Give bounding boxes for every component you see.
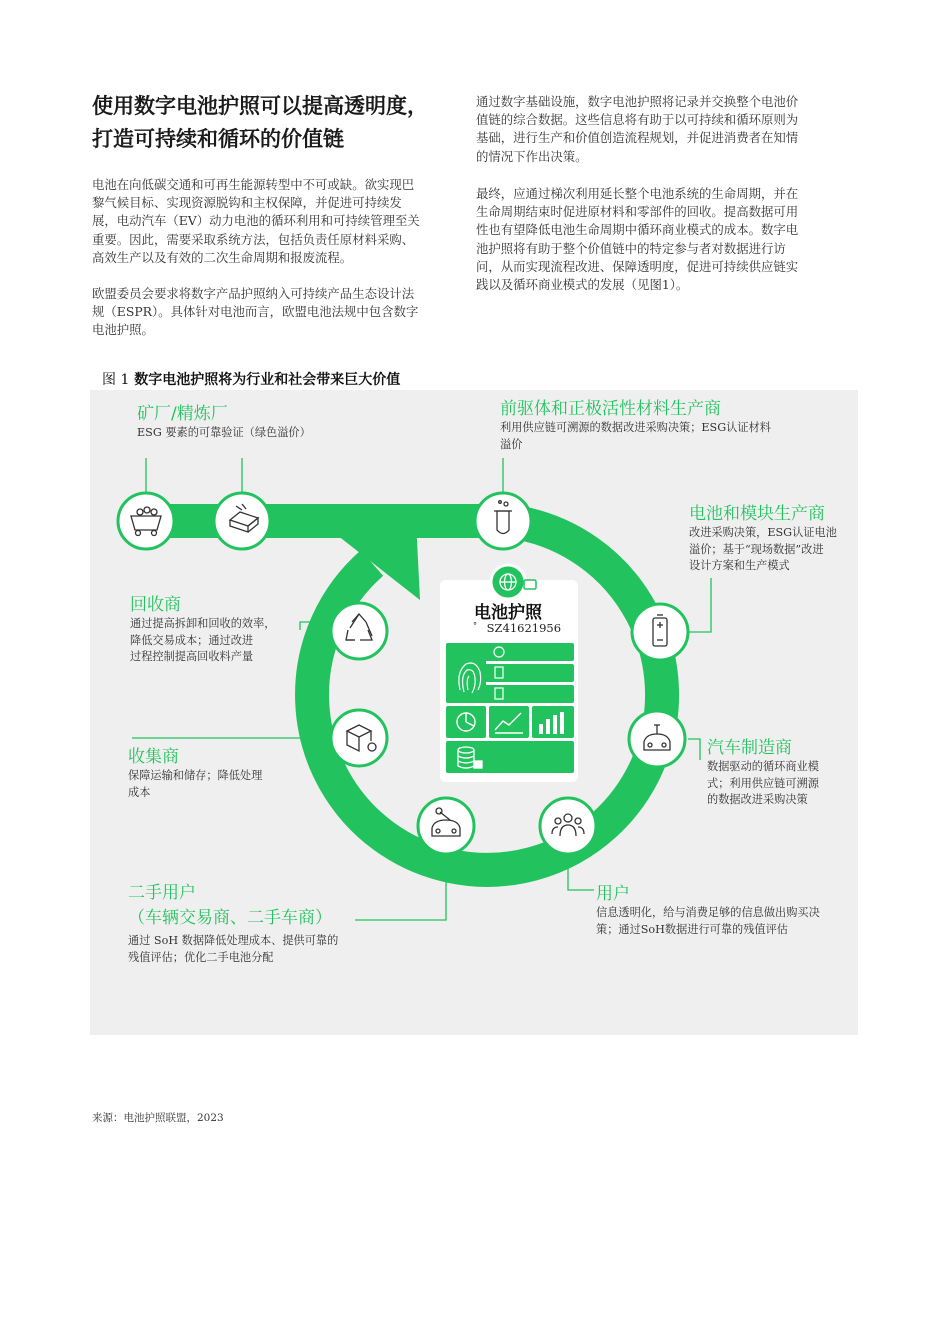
text-line: 池护照将有助于整个价值链中的特定参与者对数据进行访 [476, 240, 786, 256]
text-line: 高效生产以及有效的二次生命周期和报废流程。 [92, 249, 353, 265]
figure-label: 图 1 [102, 372, 130, 388]
stakeholder-name: 矿厂/精炼厂 [137, 404, 228, 424]
node-recycler [331, 603, 387, 659]
node-refinery [214, 493, 270, 549]
text-line: 值链的综合数据。这些信息将有助于以可持续和循环原则为 [476, 112, 799, 128]
text-line: 的情况下作出决策。 [476, 148, 588, 164]
node-user [540, 798, 596, 854]
figure-source: 来源：电池护照联盟，2023 [92, 1112, 224, 1124]
node-automaker [629, 711, 685, 767]
stakeholder-desc: ESG 要素的可靠验证（绿色溢价） [137, 426, 311, 439]
stakeholder-desc: 数据驱动的循环商业模 [707, 760, 819, 773]
stakeholder-desc: 过程控制提高回收料产量 [130, 650, 254, 663]
passport-id-prefix: ° [473, 621, 477, 630]
stakeholder-desc: 式；利用供应链可溯源 [707, 776, 819, 790]
stakeholder-secondhand [128, 882, 338, 966]
stakeholder-name: 收集商 [128, 747, 179, 767]
stakeholder-name: 回收商 [130, 595, 181, 615]
text-line: 电池护照。 [92, 322, 154, 338]
text-line: 电池在向低碳交通和可再生能源转型中不可或缺。欲实现巴 [92, 177, 415, 192]
node-mine [118, 493, 174, 549]
text-line: 通过数字基础设施，数字电池护照将记录并交换整个电池价 [476, 94, 799, 109]
node-precursor [475, 493, 531, 549]
stakeholder-desc: 残值评估；优化二手电池分配 [128, 950, 274, 964]
figure-title-text: 数字电池护照将为行业和社会带来巨大价值 [134, 372, 401, 388]
connector-automaker [688, 739, 700, 760]
stakeholder-desc: 保障运输和储存；降低处理 [128, 769, 263, 782]
stakeholder-automaker [707, 737, 819, 809]
stakeholder-desc: 利用供应链可溯源的数据改进采购决策；ESG认证材料 [500, 421, 771, 434]
stakeholder-name: 用户 [596, 884, 630, 904]
text-line: 性也有望降低电池生命周期中循环商业模式的成本。数字电 [476, 222, 799, 238]
text-line: 欧盟委员会要求将数字产品护照纳入可持续产品生态设计法 [92, 286, 415, 301]
connector-battery [689, 578, 711, 632]
stakeholder-user [596, 883, 820, 938]
passport-title: 电池护照 [474, 603, 542, 623]
passport-id-value: SZ41621956 [486, 621, 562, 635]
stakeholder-mine [137, 403, 311, 442]
stakeholder-name: 电池和模块生产商 [689, 504, 825, 524]
stakeholder-desc: 通过 SoH 数据降低处理成本、提供可靠的 [128, 934, 339, 947]
stakeholder-battery [689, 503, 837, 575]
text-line: 生命周期结束时促进原材料和零部件的回收。提高数据可用 [476, 204, 799, 220]
stakeholder-desc: 降低交易成本；通过改进 [130, 633, 254, 647]
stakeholder-desc: 信息透明化，给与消费足够的信息做出购买决 [596, 906, 820, 919]
supply-chain-band [124, 504, 504, 538]
text-line: 基础，进行生产和价值创造流程规划，并促进消费者在知情 [476, 130, 799, 146]
stakeholder-name-sub: （车辆交易商、二手车商） [128, 908, 332, 928]
battery-charge-icon [524, 580, 536, 589]
stakeholder-name: 二手用户 [128, 883, 196, 903]
text-line: 规（ESPR）。具体针对电池而言，欧盟电池法规中包含数字 [92, 304, 419, 320]
text-line: 问，从而实现流程改进、保障透明度，促进可持续供应链实 [476, 258, 799, 274]
passport-id [473, 621, 561, 635]
stakeholder-desc: 策；通过SoH数据进行可靠的残值评估 [596, 922, 788, 936]
stakeholder-desc: 成本 [128, 785, 151, 799]
text-line: 黎气候目标、实现资源脱钩和主权保障，并促进可持续发 [92, 195, 402, 211]
stakeholder-desc: 的数据改进采购决策 [707, 793, 808, 806]
heading-line-2: 打造可持续和循环的价值链 [92, 127, 344, 151]
text-line: 最终，应通过梯次利用延长整个电池系统的生命周期，并在 [476, 186, 799, 201]
stakeholder-precursor [500, 398, 771, 453]
node-secondhand [418, 798, 474, 854]
stakeholder-desc: 通过提高拆卸和回收的效率， [130, 617, 276, 630]
stakeholder-desc: 溢价 [500, 437, 523, 451]
stakeholder-recycler [130, 594, 275, 666]
stakeholder-desc: 设计方案和生产模式 [689, 559, 790, 572]
stakeholder-name: 前驱体和正极活性材料生产商 [500, 399, 721, 419]
text-line: 重要。因此，需要采取系统方法，包括负责任原材料采购、 [92, 231, 415, 247]
stakeholder-collector [128, 746, 262, 801]
node-battery [632, 604, 688, 660]
text-line: 展，电动汽车（EV）动力电池的循环利用和可持续管理至关 [92, 213, 420, 229]
stakeholder-name: 汽车制造商 [707, 738, 792, 758]
text-line: 践以及循环商业模式的发展（见图1）。 [476, 277, 689, 293]
stakeholder-desc: 溢价；基于“现场数据”改进 [689, 542, 824, 556]
heading-line-1: 使用数字电池护照可以提高透明度， [92, 94, 428, 118]
stakeholder-desc: 改进采购决策，ESG认证电池 [689, 526, 837, 539]
